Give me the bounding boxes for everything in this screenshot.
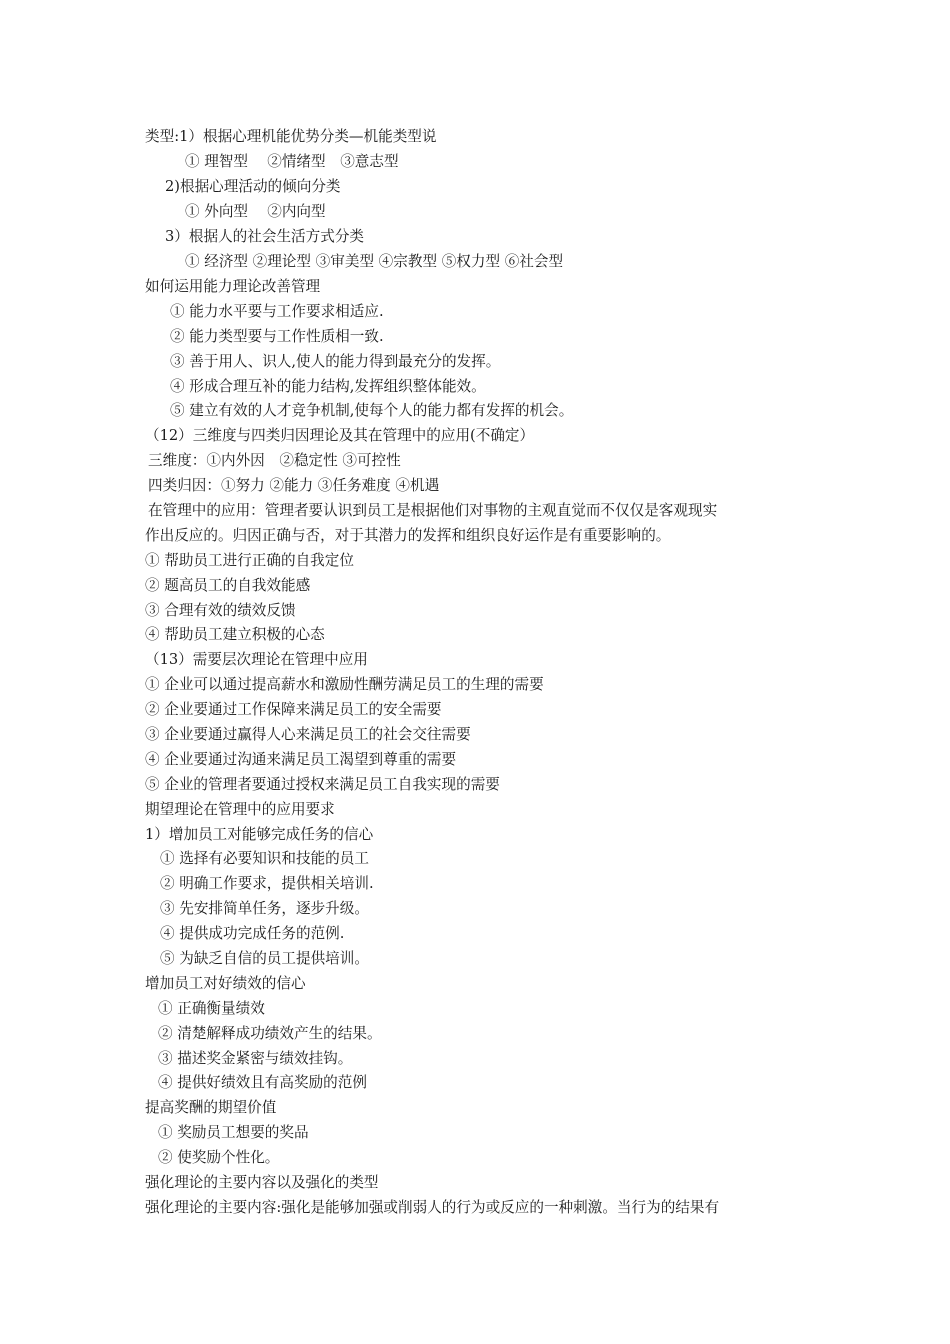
list-item: ② 清楚解释成功绩效产生的结果。	[158, 1025, 382, 1042]
list-item: ① 理智型 ②情绪型 ③意志型	[185, 153, 399, 170]
list-item: ① 外向型 ②内向型	[185, 203, 326, 220]
section-heading: （12）三维度与四类归因理论及其在管理中的应用(不确定）	[145, 427, 535, 444]
text-line: 在管理中的应用：管理者要认识到员工是根据他们对事物的主观直觉而不仅仅是客观现实	[148, 502, 718, 519]
list-item: ③ 描述奖金紧密与绩效挂钩。	[158, 1050, 353, 1067]
list-item: ① 能力水平要与工作要求相适应.	[170, 303, 384, 320]
text-line: 提高奖酬的期望价值	[145, 1099, 277, 1116]
list-item: ④ 提供成功完成任务的范例.	[160, 925, 345, 942]
list-item: ① 正确衡量绩效	[158, 1000, 265, 1017]
text-line: 四类归因：①努力 ②能力 ③任务难度 ④机遇	[148, 477, 440, 494]
text-line: 三维度：①内外因 ②稳定性 ③可控性	[148, 452, 401, 469]
list-item: ④ 企业要通过沟通来满足员工渴望到尊重的需要	[145, 751, 457, 768]
list-item: ② 使奖励个性化。	[158, 1149, 280, 1166]
list-item: ② 明确工作要求，提供相关培训.	[160, 875, 374, 892]
list-item: ① 奖励员工想要的奖品	[158, 1124, 309, 1141]
section-heading: 期望理论在管理中的应用要求	[145, 801, 335, 818]
list-item: ③ 先安排简单任务，逐步升级。	[160, 900, 369, 917]
text-line: 作出反应的。归因正确与否，对于其潜力的发挥和组织良好运作是有重要影响的。	[145, 527, 671, 544]
list-item: ③ 合理有效的绩效反馈	[145, 602, 296, 619]
list-item: ① 经济型 ②理论型 ③审美型 ④宗教型 ⑤权力型 ⑥社会型	[185, 253, 564, 270]
section-heading: （13）需要层次理论在管理中应用	[145, 651, 368, 668]
list-item: ① 帮助员工进行正确的自我定位	[145, 552, 354, 569]
list-item: ④ 帮助员工建立积极的心态	[145, 626, 325, 643]
list-item: ③ 企业要通过赢得人心来满足员工的社会交往需要	[145, 726, 471, 743]
text-line: 1）增加员工对能够完成任务的信心	[145, 826, 374, 843]
text-line: 3）根据人的社会生活方式分类	[165, 228, 365, 245]
list-item: ④ 形成合理互补的能力结构,发挥组织整体能效。	[170, 378, 486, 395]
section-heading: 强化理论的主要内容以及强化的类型	[145, 1174, 379, 1191]
list-item: ② 企业要通过工作保障来满足员工的安全需要	[145, 701, 442, 718]
list-item: ⑤ 企业的管理者要通过授权来满足员工自我实现的需要	[145, 776, 500, 793]
text-line: 强化理论的主要内容:强化是能够加强或削弱人的行为或反应的一种刺激。当行为的结果有	[145, 1199, 720, 1216]
text-line: 增加员工对好绩效的信心	[145, 975, 306, 992]
list-item: ① 企业可以通过提高薪水和激励性酬劳满足员工的生理的需要	[145, 676, 544, 693]
list-item: ② 题高员工的自我效能感	[145, 577, 311, 594]
list-item: ④ 提供好绩效且有高奖励的范例	[158, 1074, 367, 1091]
list-item: ③ 善于用人、识人,使人的能力得到最充分的发挥。	[170, 353, 501, 370]
list-item: ⑤ 建立有效的人才竞争机制,使每个人的能力都有发挥的机会。	[170, 402, 574, 419]
list-item: ⑤ 为缺乏自信的员工提供培训。	[160, 950, 369, 967]
text-line: 类型:1）根据心理机能优势分类—机能类型说	[145, 128, 437, 145]
section-heading: 如何运用能力理论改善管理	[145, 278, 321, 295]
text-line: 2)根据心理活动的倾向分类	[165, 178, 341, 195]
list-item: ② 能力类型要与工作性质相一致.	[170, 328, 384, 345]
list-item: ① 选择有必要知识和技能的员工	[160, 850, 369, 867]
